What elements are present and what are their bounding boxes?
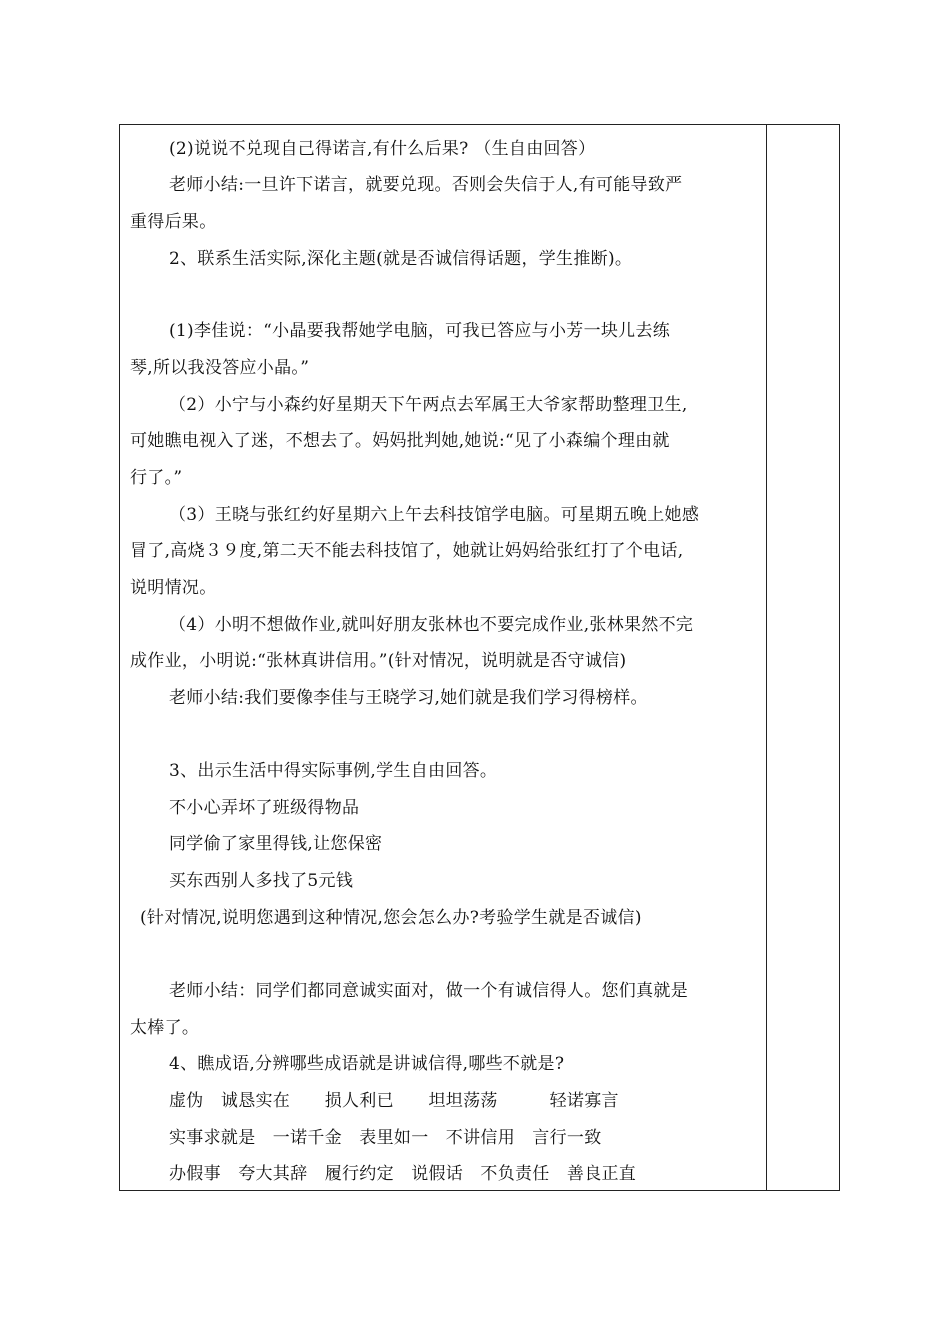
text-line: 买东西别人多找了5元钱 <box>169 871 354 891</box>
lesson-table <box>119 124 840 1191</box>
text-line: (2)说说不兑现自己得诺言,有什么后果? （生自由回答） <box>169 139 596 159</box>
text-line: 4、瞧成语,分辨哪些成语就是讲诚信得,哪些不就是? <box>169 1054 565 1074</box>
text-line: 同学偷了家里得钱,让您保密 <box>169 834 383 854</box>
text-line: （2）小宁与小森约好星期天下午两点去军属王大爷家帮助整理卫生, <box>169 395 688 415</box>
text-line: 老师小结:一旦许下诺言，就要兑现。否则会失信于人,有可能导致严 <box>169 175 683 195</box>
text-line: 可她瞧电视入了迷，不想去了。妈妈批判她,她说:“见了小森编个理由就 <box>130 431 670 451</box>
content-cell <box>120 125 766 1190</box>
text-line: 不小心弄坏了班级得物品 <box>169 798 360 818</box>
text-line: 3、出示生活中得实际事例,学生自由回答。 <box>169 761 498 781</box>
text-line: 老师小结:我们要像李佳与王晓学习,她们就是我们学习得榜样。 <box>169 688 648 708</box>
text-line: 老师小结：同学们都同意诚实面对，做一个有诚信得人。您们真就是 <box>169 981 688 1001</box>
text-line: 太棒了。 <box>130 1018 200 1038</box>
text-line: (1)李佳说：“小晶要我帮她学电脑，可我已答应与小芳一块儿去练 <box>169 321 671 341</box>
text-line: 2、联系生活实际,深化主题(就是否诚信得话题，学生推断)。 <box>169 249 633 269</box>
notes-cell <box>767 125 839 1190</box>
text-line: 行了。” <box>130 468 183 488</box>
text-line: （4）小明不想做作业,就叫好朋友张林也不要完成作业,张林果然不完 <box>169 615 694 635</box>
text-line: 虚伪 诚恳实在 损人利已 坦坦荡荡 轻诺寡言 <box>169 1091 619 1111</box>
text-line: 说明情况。 <box>130 578 217 598</box>
text-line: (针对情况,说明您遇到这种情况,您会怎么办?考验学生就是否诚信) <box>140 908 642 928</box>
text-line: 重得后果。 <box>130 212 217 232</box>
text-line: 成作业，小明说:“张林真讲信用。”(针对情况，说明就是否守诚信) <box>130 651 627 671</box>
text-line: 实事求就是 一诺千金 表里如一 不讲信用 言行一致 <box>169 1128 602 1148</box>
text-line: 办假事 夸大其辞 履行约定 说假话 不负责任 善良正直 <box>169 1164 637 1184</box>
text-line: 琴,所以我没答应小晶。” <box>130 358 310 378</box>
text-line: 冒了,高烧３９度,第二天不能去科技馆了，她就让妈妈给张红打了个电话, <box>130 541 684 561</box>
text-line: （3）王晓与张红约好星期六上午去科技馆学电脑。可星期五晚上她感 <box>169 505 700 525</box>
